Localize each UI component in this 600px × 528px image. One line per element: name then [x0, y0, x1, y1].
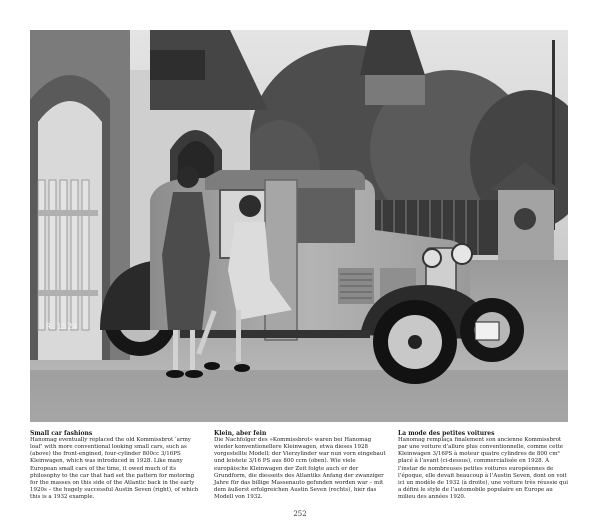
caption-german-body: Die Nachfolger des »Kommissbrot« waren bei Hanomag wieder konventionellere Kleinwagen, etwa dieses 1928 vorgestellte Modell; der Vierzylinder war nun vorn eingebaut und leistete 3/16 PS aus 800 ccm (oben). Wie viele europäische Kleinwagen der Zeit folgte auch er der Grundform, die diesseits des Atlantiks Anfang der zwanziger Jahre für das billige Massenauto gefunden worden war – mit dem äußerst erfolgreichen Austin Seven (rechts), hier das Modell von 1932. [214, 437, 386, 500]
caption-english [30, 430, 202, 506]
photo-illustration [30, 30, 568, 422]
photo-reference-mark: R.1524 [46, 322, 78, 331]
caption-columns [30, 430, 570, 506]
page-number: 252 [293, 510, 307, 518]
caption-french-heading: La mode des petites voitures [398, 430, 495, 437]
archival-photo-hanomag-car [30, 30, 568, 422]
caption-french-body: Hanomag remplaça finalement son ancienne Kommissbrot par une voiture d’allure plus conventionnelle, comme cette Kleinwagen 3/16PS à moteur quatre cylindres de 800 cm³ placé à l’avant (ci-dessus), commercialisée en 1928. À l’instar de nombreuses petites voitures européennes de l’époque, elle devait beaucoup à l’Austin Seven, dont on voit ici un modèle de 1932 (à droite), une voiture très réussie qui a défini le style de l’automobile populaire en Europe au milieu des années 1920. [398, 437, 568, 500]
caption-german [214, 430, 386, 506]
caption-german-heading: Klein, aber fein [214, 430, 267, 437]
caption-english-heading: Small car fashions [30, 430, 93, 437]
caption-french [398, 430, 570, 506]
caption-english-body: Hanomag eventually replaced the old Kommissbrot ‘army loaf’ with more conventional looking small cars, such as (above) the front-engined, four-cylinder 800cc 3/16PS Kleinwagen, which was introduced in 1928. Like many European small cars of the time, it owed much of its philosophy to the car that had set the pattern for motoring for the masses on this side of the Atlantic back in the early 1920s – the hugely successful Austin Seven (right), of which this is a 1932 example. [30, 437, 199, 500]
